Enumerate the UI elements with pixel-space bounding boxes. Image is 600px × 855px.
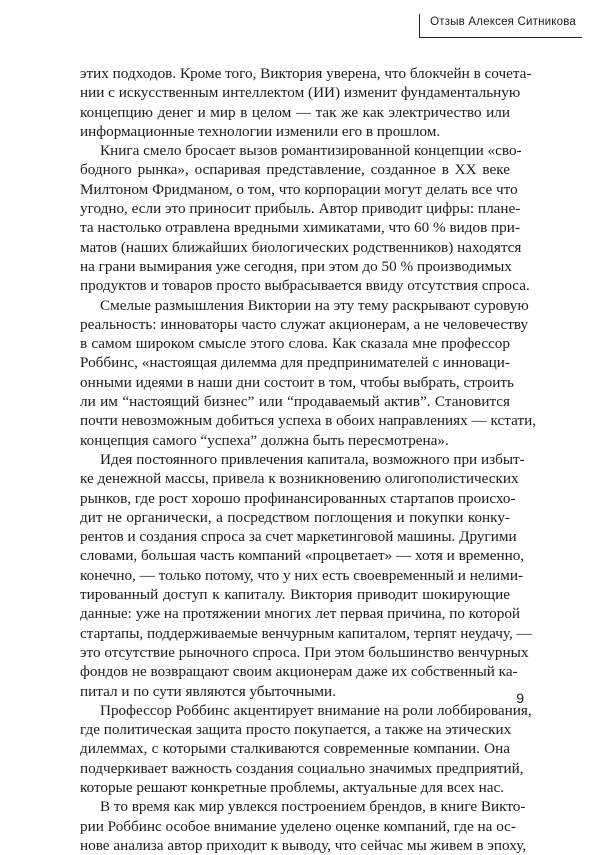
text-line: бодного рынка», оспаривая представление, созданное в XX веке bbox=[80, 161, 510, 179]
text-line: концепция самого “успеха” должна быть пересмотрена». bbox=[80, 431, 449, 449]
text-line: которые решают конкретные проблемы, актуальные для всех нас. bbox=[80, 778, 505, 796]
text-line: информационные технологии изменили его в прошлом. bbox=[80, 122, 441, 140]
text-line: нии с искусственным интеллектом (ИИ) изменит фундаментальную bbox=[80, 84, 521, 102]
text-line: Милтоном Фридманом, о том, что корпорации могут делать все что bbox=[80, 180, 518, 198]
text-line: продуктов и товаров просто выбрасывается ввиду отсутствия спроса. bbox=[80, 277, 530, 295]
text-line: ли им “настоящий бизнес” или “продаваемый актив”. Становится bbox=[80, 393, 510, 411]
text-line: этих подходов. Кроме того, Виктория уверена, что блокчейн в сочета- bbox=[80, 65, 532, 82]
text-line: рии Роббинс особое внимание уделено оценке компаний, где на ос- bbox=[80, 817, 516, 835]
text-line: Профессор Роббинс акцентирует внимание на роли лоббирования, bbox=[100, 701, 532, 719]
text-line: дит не органически, а посредством поглощения и покупки конку- bbox=[80, 508, 510, 526]
text-line: словами, большая часть компаний «процветает» — хотя и временно, bbox=[80, 547, 525, 565]
running-header-title: Отзыв Алексея Ситникова bbox=[419, 14, 582, 38]
text-line: это отсутствие рыночного спроса. При этом большинство венчурных bbox=[80, 643, 529, 661]
text-line: ке денежной массы, привела к возникновению олигополистических bbox=[80, 470, 519, 488]
text-line: Идея постоянного привлечения капитала, возможного при избыт- bbox=[100, 450, 525, 468]
text-line: рынков, где рост хорошо профинансированных стартапов происхо- bbox=[80, 489, 516, 507]
paragraph bbox=[80, 296, 537, 450]
text-line: матов (наших ближайших биологических родственников) находятся bbox=[80, 238, 522, 256]
paragraph bbox=[80, 797, 527, 855]
text-line: подчеркивает важность создания социально значимых предприятий, bbox=[80, 759, 524, 777]
text-line: питал и по сути являются убыточными. bbox=[80, 682, 336, 700]
text-line: Книга смело бросает вызов романтизированной концепции «сво- bbox=[100, 142, 522, 160]
text-line: та настолько отравлена вредными химикатами, что 60 % видов при- bbox=[80, 219, 520, 237]
text-line: где политическая защита просто покупается, а также на этических bbox=[80, 721, 512, 739]
text-line: дилеммах, с которыми сталкиваются современные компании. Она bbox=[80, 740, 510, 758]
running-header bbox=[0, 14, 582, 38]
text-line: фондов не возвращают своим акционерам даже их собственный ка- bbox=[80, 663, 518, 681]
text-line: В то время как мир увлекся построением брендов, в книге Викто- bbox=[100, 798, 526, 816]
text-line: онными идеями в наши дни состоит в том, чтобы выбрать, строить bbox=[80, 373, 514, 391]
paragraph bbox=[80, 450, 532, 701]
paragraph bbox=[80, 701, 532, 797]
text-line: стартапы, поддерживаемые венчурным капиталом, терпят неудачу, — bbox=[80, 624, 532, 642]
text-line: угодно, если это приносит прибыль. Автор приводит цифры: плане- bbox=[80, 200, 521, 218]
paragraph bbox=[80, 141, 530, 295]
text-line: данные: уже на протяжении многих лет первая причина, по которой bbox=[80, 605, 521, 623]
text-line: Роббинс, «настоящая дилемма для предпринимателей с инноваци- bbox=[80, 354, 510, 372]
paragraph bbox=[80, 64, 532, 141]
text-line: в самом широком смысле этого слова. Как сказала мне профессор bbox=[80, 335, 510, 353]
body-text bbox=[80, 64, 537, 855]
text-line: конечно, — только потому, что у них есть своевременный и нелими- bbox=[80, 566, 524, 584]
text-line: на грани вымирания уже сегодня, при этом до 50 % производимых bbox=[80, 257, 512, 275]
text-line: рентов и создания спроса за счет маркетинговой машины. Другими bbox=[80, 528, 517, 546]
text-line: концепцию денег и мир в целом — так же как электричество или bbox=[80, 103, 510, 121]
text-line: реальность: инноваторы часто служат акционерам, а не человечеству bbox=[80, 315, 529, 333]
page-number: 9 bbox=[516, 690, 524, 706]
text-line: Смелые размышления Виктории на эту тему раскрывают суровую bbox=[100, 296, 529, 314]
text-line: тированный доступ к капиталу. Виктория приводит шокирующие bbox=[80, 586, 510, 604]
text-line: почти невозможным добиться успеха в обоих направлениях — кстати, bbox=[80, 412, 537, 430]
text-line: нове анализа автор приходит к выводу, что сейчас мы живем в эпоху, bbox=[80, 836, 527, 854]
